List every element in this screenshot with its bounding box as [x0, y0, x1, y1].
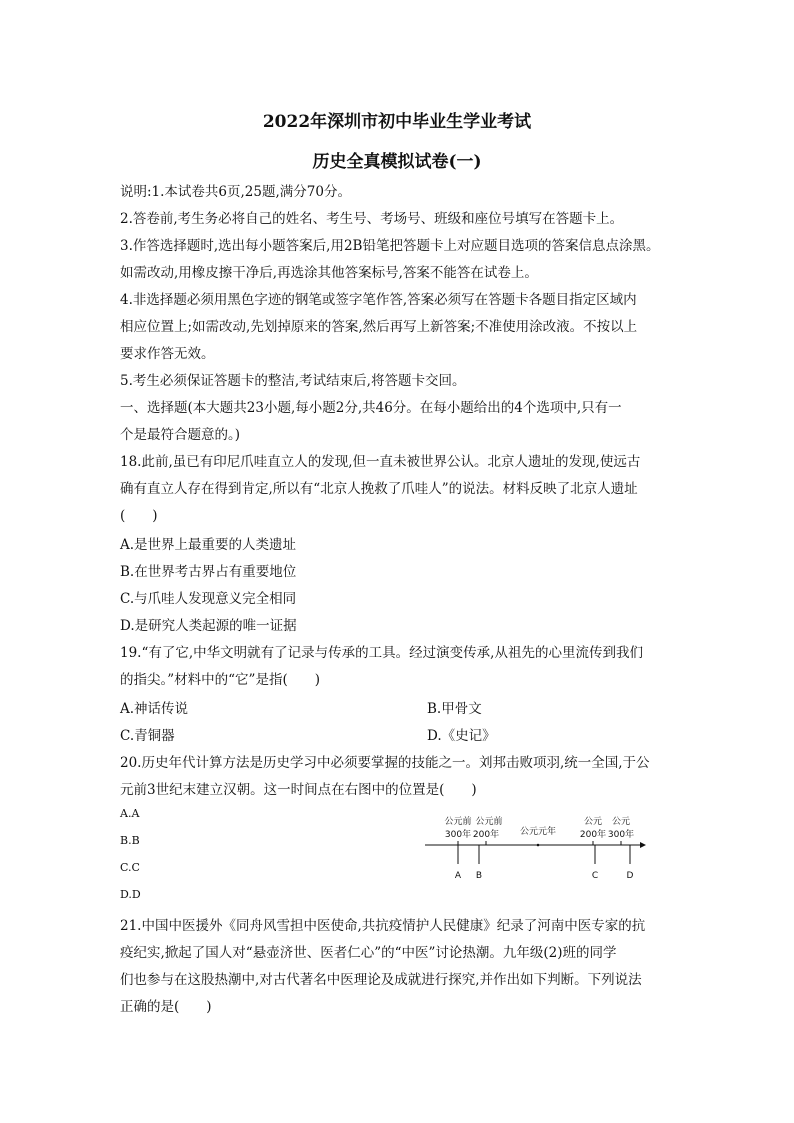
instruction-line: 说明:1.本试卷共6页,25题,满分70分。	[120, 184, 351, 200]
q21-stem: 正确的是( )	[120, 999, 212, 1015]
q20-option-a: A.A	[120, 807, 140, 820]
instruction-line: 3.作答选择题时,选出每小题答案后,用2B铅笔把答题卡上对应题目选项的答案信息点涂黑。	[120, 238, 660, 254]
q19-stem: 的指尖。”材料中的“它”是指( )	[120, 672, 320, 688]
timeline-tick-label: 200年	[579, 830, 607, 840]
timeline-tick-label: 公元	[611, 817, 631, 827]
q20-option-c: C.C	[120, 861, 140, 874]
exam-title: 2022年深圳市初中毕业生学业考试	[262, 112, 532, 132]
q20-stem: 元前3世纪末建立汉朝。这一时间点在右图中的位置是( )	[120, 782, 477, 798]
timeline-point-label: A	[454, 871, 462, 881]
timeline-tick-label: 公元前	[444, 817, 472, 827]
q20-option-b: B.B	[120, 834, 140, 847]
timeline-point-label: D	[626, 871, 634, 881]
instruction-line: 2.答卷前,考生务必将自己的姓名、考生号、考场号、班级和座位号填写在答题卡上。	[120, 211, 624, 227]
q19-stem: 19.“有了它,中华文明就有了记录与传承的工具。经过演变传承,从祖先的心里流传到我们	[120, 645, 643, 661]
instruction-line: 相应位置上;如需改动,先划掉原来的答案,然后再写上新答案;不准使用涂改液。不按以上	[120, 319, 638, 335]
q18-stem: 确有直立人存在得到肯定,所以有“北京人挽救了爪哇人”的说法。材料反映了北京人遗址	[120, 481, 638, 497]
q18-option-b: B.在世界考古界占有重要地位	[120, 564, 297, 580]
timeline-tick-label: 200年	[472, 830, 500, 840]
q19-option-b: B.甲骨文	[427, 701, 482, 717]
timeline-tick-label: 300年	[607, 830, 635, 840]
q18-stem: ( )	[120, 508, 158, 524]
instruction-line: 5.考生必须保证答题卡的整洁,考试结束后,将答题卡交回。	[120, 373, 466, 389]
q19-option-c: C.青铜器	[120, 728, 175, 744]
instruction-line: 要求作答无效。	[120, 346, 215, 362]
q21-stem: 们也参与在这股热潮中,对古代著名中医理论及成就进行探究,并作出如下判断。下列说法	[120, 972, 642, 988]
q21-stem: 疫纪实,掀起了国人对“悬壶济世、医者仁心”的“中医”讨论热潮。九年级(2)班的同学	[120, 945, 617, 961]
q18-stem: 18.此前,虽已有印尼爪哇直立人的发现,但一直未被世界公认。北京人遗址的发现,使远古	[120, 454, 641, 470]
timeline-tick-label: 公元	[583, 817, 603, 827]
timeline-point-label: C	[591, 871, 599, 881]
timeline-origin-dot	[537, 844, 540, 847]
q18-option-c: C.与爪哇人发现意义完全相同	[120, 591, 297, 607]
timeline-point-label: B	[475, 871, 483, 881]
timeline-diagram	[420, 812, 660, 887]
q21-stem: 21.中国中医援外《同舟风雪担中医使命,共抗疫情护人民健康》纪录了河南中医专家的抗	[120, 918, 646, 934]
q18-option-a: A.是世界上最重要的人类遗址	[120, 537, 297, 553]
timeline-tick-label: 公元元年	[519, 827, 557, 837]
section-heading: 个是最符合题意的。)	[120, 427, 241, 443]
section-heading: 一、选择题(本大题共23小题,每小题2分,共46分。在每小题给出的4个选项中,只有一	[120, 400, 622, 416]
q19-option-a: A.神话传说	[120, 701, 189, 717]
q20-option-d: D.D	[120, 888, 141, 901]
q19-option-d: D.《史记》	[427, 728, 496, 744]
instruction-line: 4.非选择题必须用黑色字迹的钢笔或签字笔作答,答案必须写在答题卡各题目指定区域内	[120, 292, 637, 308]
exam-subtitle: 历史全真模拟试卷(一)	[312, 152, 482, 172]
timeline-tick-label: 公元前	[475, 817, 503, 827]
timeline-arrowhead	[640, 842, 646, 848]
q18-option-d: D.是研究人类起源的唯一证据	[120, 618, 297, 634]
q20-stem: 20.历史年代计算方法是历史学习中必须要掌握的技能之一。刘邦击败项羽,统一全国,于公	[120, 755, 650, 771]
instruction-line: 如需改动,用橡皮擦干净后,再选涂其他答案标号,答案不能答在试卷上。	[120, 265, 538, 281]
timeline-tick-label: 300年	[444, 830, 472, 840]
